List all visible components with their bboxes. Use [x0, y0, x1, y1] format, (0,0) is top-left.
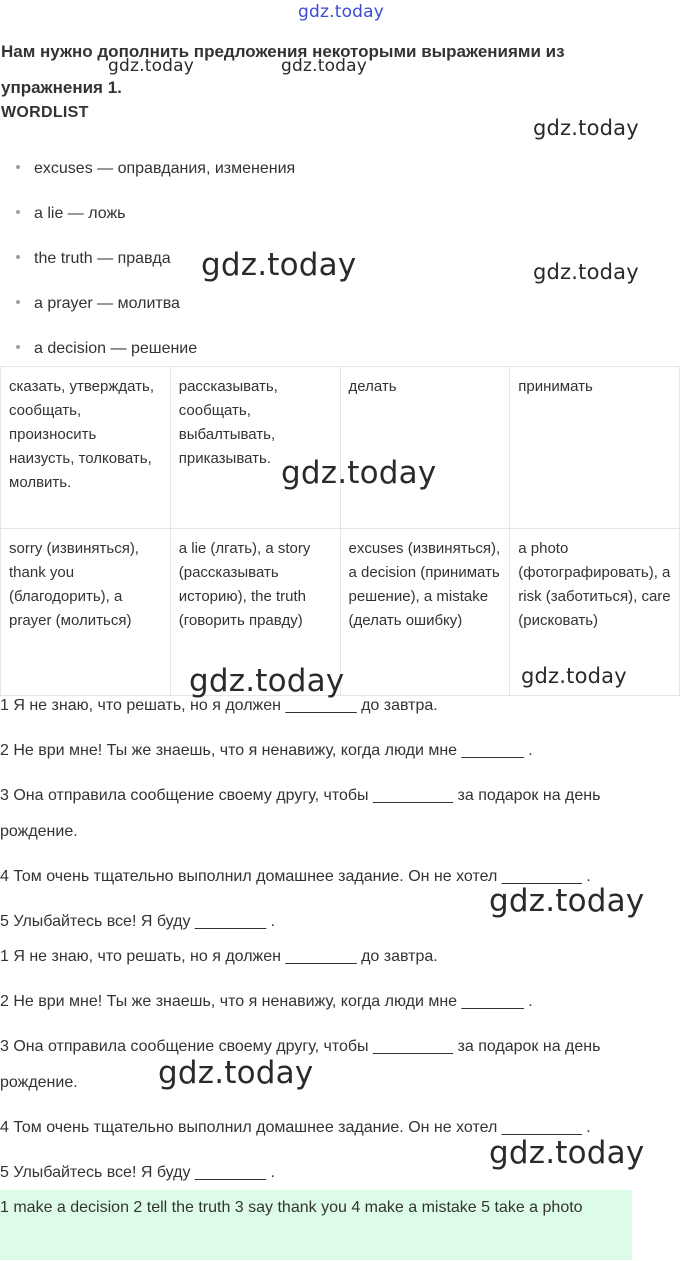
- watermark: gdz.today: [281, 455, 437, 491]
- exercise-sentence: 3 Она отправила сообщение своему другу, чтобы _________ за подарок на день рождение.: [0, 787, 601, 840]
- exercise-sentence: 1 Я не знаю, что решать, но я должен ________ до завтра.: [0, 697, 438, 714]
- exercise-sentence: 2 Не ври мне! Ты же знаешь, что я ненавижу, когда люди мне _______ .: [0, 742, 533, 759]
- table-cell: сказать, утверждать, сообщать, произносить наизусть, толковать, молвить.: [1, 367, 171, 529]
- watermark: gdz.today: [533, 116, 639, 140]
- watermark: gdz.today: [533, 260, 639, 284]
- table-cell: sorry (извиняться), thank you (благодорить), a prayer (молиться): [1, 529, 171, 696]
- watermark: gdz.today: [489, 1135, 645, 1171]
- bullet-icon: [16, 345, 20, 349]
- table-cell: excuses (извиняться), a decision (принимать решение), a mistake (делать ошибку): [340, 529, 510, 696]
- exercise-sentence: 1 Я не знаю, что решать, но я должен ________ до завтра.: [0, 948, 438, 965]
- exercise-sentence: 5 Улыбайтесь все! Я буду ________ .: [0, 1164, 275, 1181]
- bullet-icon: [16, 210, 20, 214]
- watermark: gdz.today: [489, 883, 645, 919]
- exercise-sentence: 2 Не ври мне! Ты же знаешь, что я ненавижу, когда люди мне _______ .: [0, 993, 533, 1010]
- table-row: [1, 367, 680, 529]
- wordlist-title: WORDLIST: [1, 104, 89, 121]
- answer-box: 1 make a decision 2 tell the truth 3 say thank you 4 make a mistake 5 take a photo: [0, 1190, 632, 1260]
- watermark: gdz.today: [281, 56, 368, 76]
- verb-table: [0, 366, 680, 699]
- bullet-icon: [16, 165, 20, 169]
- watermark: gdz.today: [521, 664, 627, 688]
- list-item: a decision — решение: [16, 330, 295, 375]
- list-item: the truth — правда: [16, 240, 295, 285]
- table-cell: a photo (фотографировать), a risk (заботиться), care (рисковать): [510, 529, 680, 696]
- watermark: gdz.today: [108, 56, 195, 76]
- exercise-sentence: 4 Том очень тщательно выполнил домашнее задание. Он не хотел _________ .: [0, 868, 591, 885]
- watermark: gdz.today: [201, 247, 357, 283]
- watermark-top: gdz.today: [298, 2, 385, 22]
- list-item: a lie — ложь: [16, 195, 295, 240]
- task-heading: Нам нужно дополнить предложения некоторыми выражениями из упражнения 1.: [1, 42, 565, 97]
- list-item: excuses — оправдания, изменения: [16, 150, 295, 195]
- exercise-sentence: 3 Она отправила сообщение своему другу, чтобы _________ за подарок на день рождение.: [0, 1038, 601, 1091]
- bullet-icon: [16, 300, 20, 304]
- list-item: a prayer — молитва: [16, 285, 295, 330]
- watermark: gdz.today: [158, 1055, 314, 1091]
- table-cell: делать: [340, 367, 510, 529]
- table-cell: a lie (лгать), a story (рассказывать историю), the truth (говорить правду): [170, 529, 340, 696]
- table-cell: принимать: [510, 367, 680, 529]
- watermark: gdz.today: [189, 663, 345, 699]
- table-cell: рассказывать, сообщать, выбалтывать, приказывать.: [170, 367, 340, 529]
- exercise-sentence: 5 Улыбайтесь все! Я буду ________ .: [0, 913, 275, 930]
- bullet-icon: [16, 255, 20, 259]
- exercise-sentence: 4 Том очень тщательно выполнил домашнее задание. Он не хотел _________ .: [0, 1119, 591, 1136]
